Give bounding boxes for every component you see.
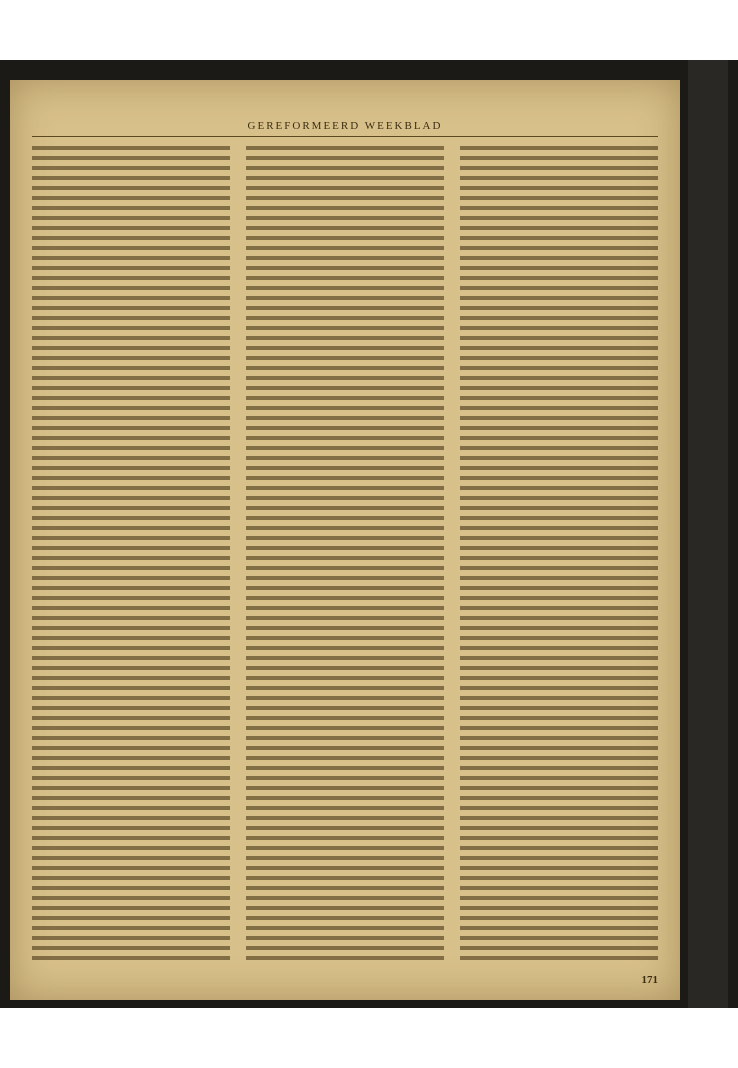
running-header: GEREFORMEERD WEEKBLAD <box>247 120 443 132</box>
header-rule <box>32 136 658 137</box>
page-number: 171 <box>641 974 658 986</box>
text-column-right <box>460 142 658 962</box>
text-column-middle <box>246 142 444 962</box>
book-spine <box>688 60 728 1008</box>
text-column-left <box>32 142 230 962</box>
document-page <box>10 80 680 1000</box>
